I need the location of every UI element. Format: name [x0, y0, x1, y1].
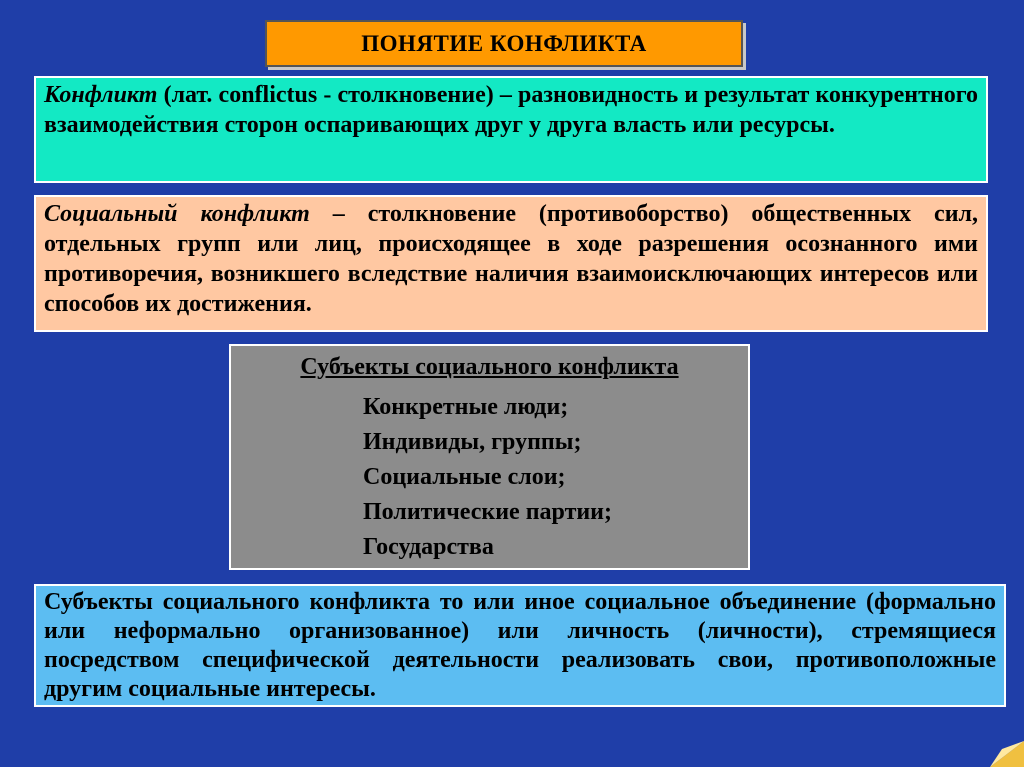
social-conflict-definition-box	[34, 195, 988, 332]
subjects-box	[229, 344, 750, 570]
list-item: Политические партии;	[363, 499, 612, 525]
subjects-heading: Субъекты социального конфликта	[300, 354, 679, 380]
list-item: Социальные слои;	[363, 464, 566, 490]
conflict-definition-text: (лат. conflictus - столкновение) – разновидность и результат конкурентного взаимодействия сторон оспаривающих друг у друга власть или ресурсы.	[44, 82, 978, 138]
conflict-definition-box	[34, 76, 988, 183]
slide-title-text: ПОНЯТИЕ КОНФЛИКТА	[361, 30, 647, 56]
subjects-definition-text: Субъекты социального конфликта то или иное социальное объединение (формально или неформально организованное) или личность (личности), стремящиеся посредством специфической деятельности реализовать свои, противоположные другим социальные интересы.	[44, 589, 996, 702]
list-item: Индивиды, группы;	[363, 429, 582, 455]
social-conflict-definition-text: – столкновение (противоборство) общественных сил, отдельных групп или лиц, происходящее в ходе разрешения осознанного ими противоречия, возникшего вследствие наличия взаимоисключающих интересов или способов их достижения.	[44, 201, 978, 317]
subjects-definition-box	[34, 584, 1006, 707]
list-item: Конкретные люди;	[363, 394, 569, 420]
page-curl-icon	[990, 741, 1024, 767]
subjects-list	[363, 390, 612, 565]
slide-title	[265, 20, 743, 67]
list-item: Государства	[363, 534, 494, 560]
social-conflict-term: Социальный конфликт	[44, 201, 310, 227]
conflict-term: Конфликт	[44, 82, 158, 108]
